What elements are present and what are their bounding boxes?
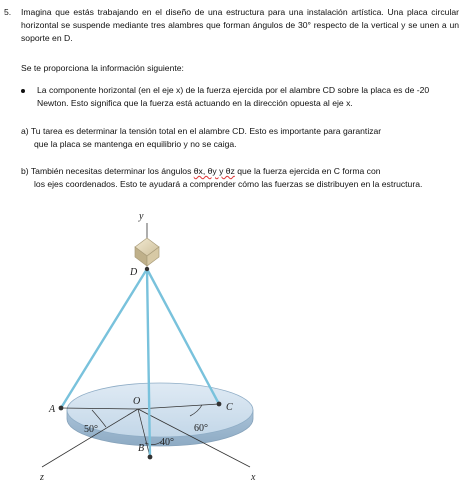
- part-b-continuation: los ejes coordenados. Esto te ayudará a comprender cómo las fuerzas se distribuyen en la estructura.: [34, 179, 423, 189]
- point-b-label: B: [138, 443, 145, 454]
- part-b: [21, 165, 459, 191]
- point-d-marker: [145, 267, 149, 271]
- angle-c-label: 60°: [194, 423, 208, 434]
- point-b-marker: [148, 455, 153, 460]
- part-a-continuation: que la placa se mantenga en equilibrio y no se caiga.: [34, 139, 237, 149]
- bullet-dot-icon: [21, 89, 25, 93]
- problem-intro: Imagina que estás trabajando en el diseño de una estructura para una instalación artística. Una placa circular horizontal se suspende mediante tres alambres que forman ángulos de 30° respecto de la vertical y se unen a un soporte en D.: [21, 7, 459, 43]
- part-b-text: b) También necesitas determinar los ángulos: [21, 166, 194, 176]
- origin-label: O: [133, 396, 141, 407]
- x-axis-label: x: [251, 472, 256, 483]
- point-a-marker: [59, 406, 64, 411]
- given-intro: Se te proporciona la información siguiente:: [21, 63, 184, 73]
- given-bullet: La componente horizontal (en el eje x) de la fuerza ejercida por el alambre CD sobre la placa es de -20 Newton. Esto significa que la fuerza está actuando en la dirección opuesta al eje x.: [37, 85, 430, 108]
- part-a-text: a) Tu tarea es determinar la tensión total en el alambre CD. Esto es importante para garantizar: [21, 126, 382, 136]
- z-axis-label: z: [40, 472, 44, 483]
- part-b-text-2: que la fuerza ejercida en C forma con: [234, 166, 381, 176]
- point-a-label: A: [49, 404, 56, 415]
- angle-a-label: 50°: [84, 424, 98, 435]
- y-axis-label: y: [139, 211, 144, 222]
- angle-b-label: 40°: [160, 437, 174, 448]
- support-block: [135, 238, 159, 266]
- part-b-angles: θx, θy y θz: [193, 166, 235, 176]
- problem-number: 5.: [4, 7, 12, 17]
- plate-figure: [40, 205, 440, 483]
- point-c-marker: [217, 402, 222, 407]
- part-a: [21, 125, 459, 151]
- point-c-label: C: [226, 402, 233, 413]
- point-d-label: D: [130, 267, 138, 278]
